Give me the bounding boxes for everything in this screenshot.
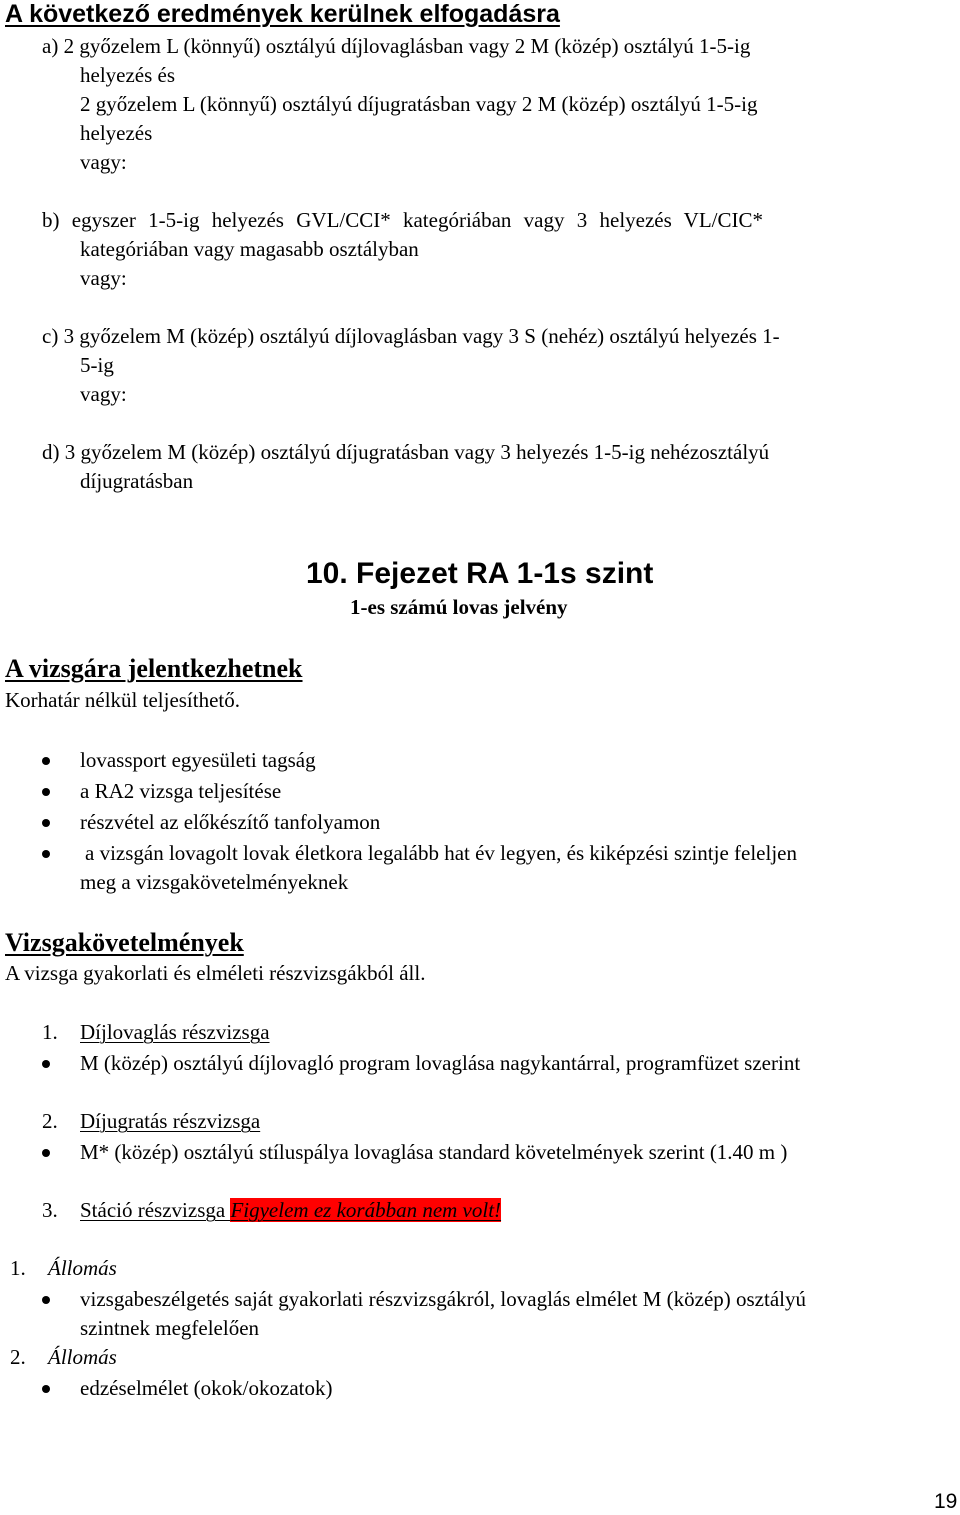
vagy-2: vagy: bbox=[80, 266, 127, 290]
item-c-line2: 5-ig bbox=[80, 353, 114, 377]
eligibility-item-1: lovassport egyesületi tagság bbox=[80, 748, 316, 772]
part1-title: Díjlovaglás részvizsga bbox=[80, 1020, 270, 1044]
bullet-icon bbox=[42, 850, 50, 858]
part1-item: M (közép) osztályú díjlovagló program lovaglása nagykantárral, programfüzet szerint bbox=[80, 1051, 801, 1075]
results-heading: A következő eredmények kerülnek elfogadásra bbox=[5, 0, 560, 28]
requirements-heading: Vizsgakövetelmények bbox=[5, 928, 244, 957]
item-a-line1-text: a) 2 győzelem L (könnyű) osztályú díjlovaglásban vagy 2 M (közép) osztályú 1-5-ig bbox=[42, 34, 751, 58]
part3-line bbox=[80, 1200, 501, 1221]
station1-item-line1: vizsgabeszélgetés saját gyakorlati részvizsgákról, lovaglás elmélet M (közép) osztályú bbox=[80, 1287, 806, 1311]
bullet-icon bbox=[42, 1296, 50, 1304]
chapter-title: 10. Fejezet RA 1-1s szint bbox=[306, 557, 654, 590]
part2-number: 2. bbox=[42, 1109, 58, 1133]
item-c-line1: c) 3 győzelem M (közép) osztályú díjlovaglásban vagy 3 S (nehéz) osztályú helyezés 1- bbox=[42, 324, 780, 348]
item-d-line2: díjugratásban bbox=[80, 469, 194, 493]
part3-number: 3. bbox=[42, 1198, 58, 1222]
station1-number: 1. bbox=[10, 1256, 26, 1280]
bullet-icon bbox=[42, 788, 50, 796]
station1-title: Állomás bbox=[48, 1256, 117, 1280]
bullet-icon bbox=[42, 757, 50, 765]
item-a-line3: 2 győzelem L (könnyű) osztályú díjugratásban vagy 2 M (közép) osztályú 1-5-ig bbox=[80, 92, 758, 116]
eligibility-note: Korhatár nélkül teljesíthető. bbox=[5, 688, 241, 712]
chapter-subtitle: 1-es számú lovas jelvény bbox=[350, 595, 568, 619]
part3-warning: Figyelem ez korábban nem volt! bbox=[230, 1198, 502, 1222]
requirements-intro: A vizsga gyakorlati és elméleti részvizsgákból áll. bbox=[5, 961, 426, 985]
station2-title: Állomás bbox=[48, 1345, 117, 1369]
vagy-3: vagy: bbox=[80, 382, 127, 406]
part2-title: Díjugratás részvizsga bbox=[80, 1109, 261, 1133]
part1-number: 1. bbox=[42, 1020, 58, 1044]
eligibility-heading: A vizsgára jelentkezhetnek bbox=[5, 654, 303, 683]
item-a-line4: helyezés bbox=[80, 121, 153, 145]
page-number: 19 bbox=[934, 1490, 958, 1513]
item-d-line1: d) 3 győzelem M (közép) osztályú díjugratásban vagy 3 helyezés 1-5-ig nehézosztályú bbox=[42, 440, 770, 464]
eligibility-item-2: a RA2 vizsga teljesítése bbox=[80, 779, 282, 803]
bullet-icon bbox=[42, 819, 50, 827]
eligibility-item-4-cont: meg a vizsgakövetelményeknek bbox=[80, 870, 349, 894]
item-b-line2: kategóriában vagy magasabb osztályban bbox=[80, 237, 419, 261]
item-a-line2: helyezés és bbox=[80, 63, 176, 87]
item-b-line1: b) egyszer 1-5-ig helyezés GVL/CCI* kategóriában vagy 3 helyezés VL/CIC* bbox=[42, 208, 763, 232]
vagy-1: vagy: bbox=[80, 150, 127, 174]
station1-item-line2: szintnek megfelelően bbox=[80, 1316, 260, 1340]
bullet-icon bbox=[42, 1060, 50, 1068]
eligibility-item-4: a vizsgán lovagolt lovak életkora legalább hat év legyen, és kiképzési szintje feleljen bbox=[85, 841, 797, 865]
station2-number: 2. bbox=[10, 1345, 26, 1369]
station2-item: edzéselmélet (okok/okozatok) bbox=[80, 1376, 333, 1400]
bullet-icon bbox=[42, 1385, 50, 1393]
part2-item: M* (közép) osztályú stíluspálya lovaglása standard követelmények szerint (1.40 m ) bbox=[80, 1140, 788, 1164]
part3-title: Stáció részvizsga bbox=[80, 1198, 231, 1222]
item-a-line1 bbox=[42, 36, 959, 57]
bullet-icon bbox=[42, 1149, 50, 1157]
eligibility-item-3: részvétel az előkészítő tanfolyamon bbox=[80, 810, 381, 834]
